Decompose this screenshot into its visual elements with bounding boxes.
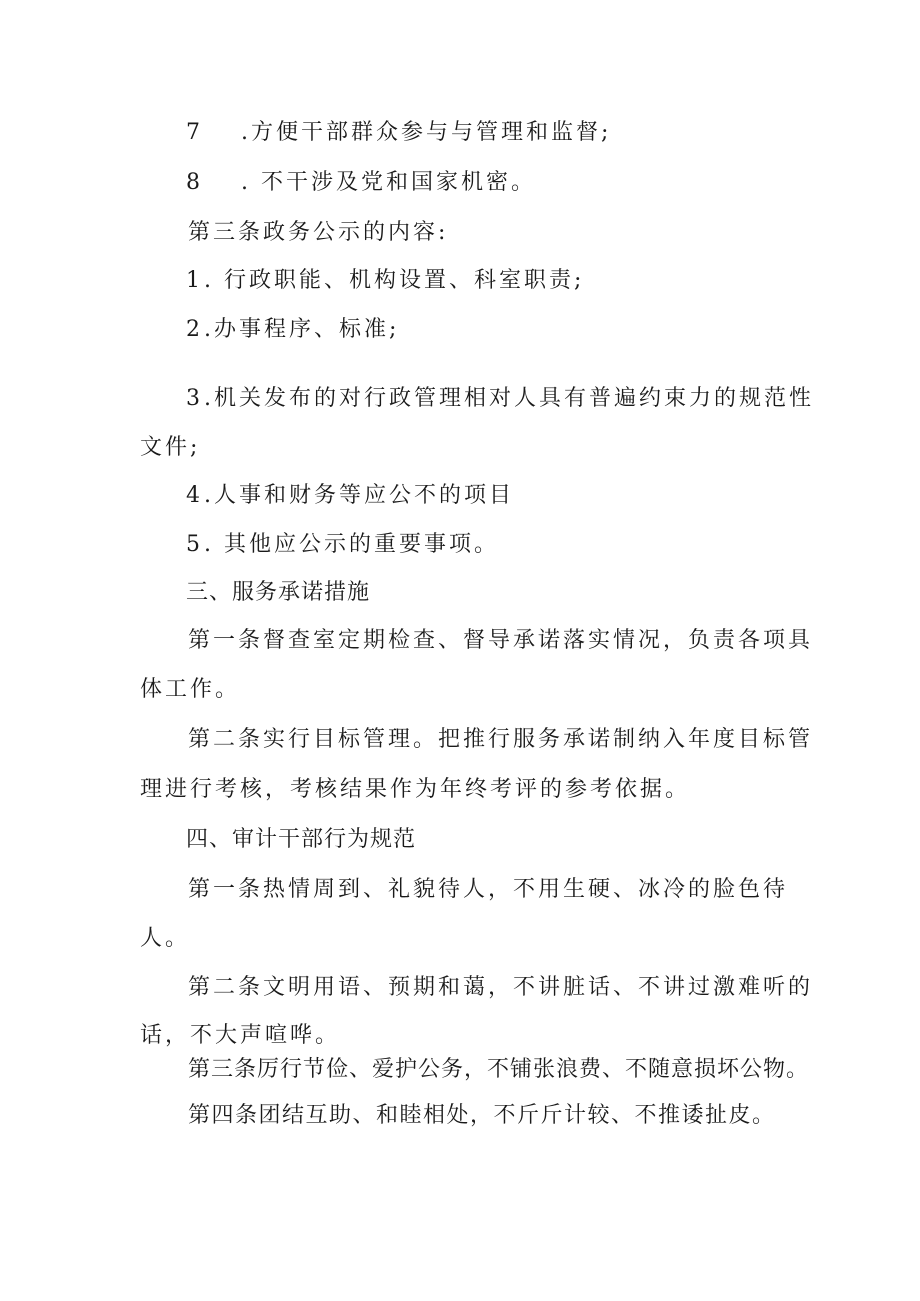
content-item-3	[186, 384, 814, 414]
section-4-paragraph-3: 第三条厉行节俭、爱护公务，不铺张浪费、不随意损坏公物。	[188, 1057, 810, 1082]
list-number: 4	[186, 483, 200, 508]
content-item-5	[186, 530, 499, 560]
content-item-3-continuation: 文件;	[140, 435, 201, 460]
list-text: .机关发布的对行政管理相对人具有普遍约束力的规范性	[204, 386, 814, 411]
list-number: 8	[186, 170, 200, 195]
section-3-paragraph-2-line-1: 第二条实行目标管理。把推行服务承诺制纳入年度目标管	[188, 727, 814, 752]
list-text: .人事和财务等应公不的项目	[204, 483, 514, 508]
section-3-paragraph-1-line-1: 第一条督查室定期检查、督导承诺落实情况，负责各项具	[188, 628, 814, 653]
section-3-paragraph-1-line-2: 体工作。	[140, 677, 241, 702]
section-4-paragraph-1-line-1: 第一条热情周到、礼貌待人，不用生硬、冰冷的脸色待	[188, 877, 789, 902]
list-number: 7	[186, 120, 200, 145]
section-4-paragraph-2-line-2: 话，不大声喧哗。	[140, 1023, 341, 1048]
list-text: . 行政职能、机构设置、科室职责;	[204, 268, 585, 293]
list-item-8	[186, 168, 536, 198]
section-3-heading: 三、服务承诺措施	[186, 580, 371, 605]
list-text: . 不干涉及党和国家机密。	[241, 170, 536, 195]
section-4-heading: 四、审计干部行为规范	[186, 827, 417, 852]
list-number: 3	[186, 386, 200, 411]
article-3-title: 第三条政务公示的内容:	[188, 220, 449, 245]
content-item-1	[186, 266, 584, 296]
list-text: . 其他应公示的重要事项。	[204, 532, 499, 557]
section-4-paragraph-4: 第四条团结互助、和睦相处，不斤斤计较、不推诿扯皮。	[188, 1103, 776, 1128]
list-item-7	[186, 118, 611, 148]
list-text: .办事程序、标准;	[204, 317, 400, 342]
content-item-2	[186, 315, 399, 345]
list-number: 2	[186, 317, 200, 342]
section-4-paragraph-1-line-2: 人。	[140, 926, 191, 951]
content-item-4	[186, 481, 514, 511]
list-text: .方便干部群众参与与管理和监督;	[241, 120, 612, 145]
section-4-paragraph-2-line-1: 第二条文明用语、预期和蔼，不讲脏话、不讲过激难听的	[188, 975, 814, 1000]
list-number: 1	[186, 268, 200, 293]
list-number: 5	[186, 532, 200, 557]
section-3-paragraph-2-line-2: 理进行考核，考核结果作为年终考评的参考依据。	[140, 777, 691, 802]
